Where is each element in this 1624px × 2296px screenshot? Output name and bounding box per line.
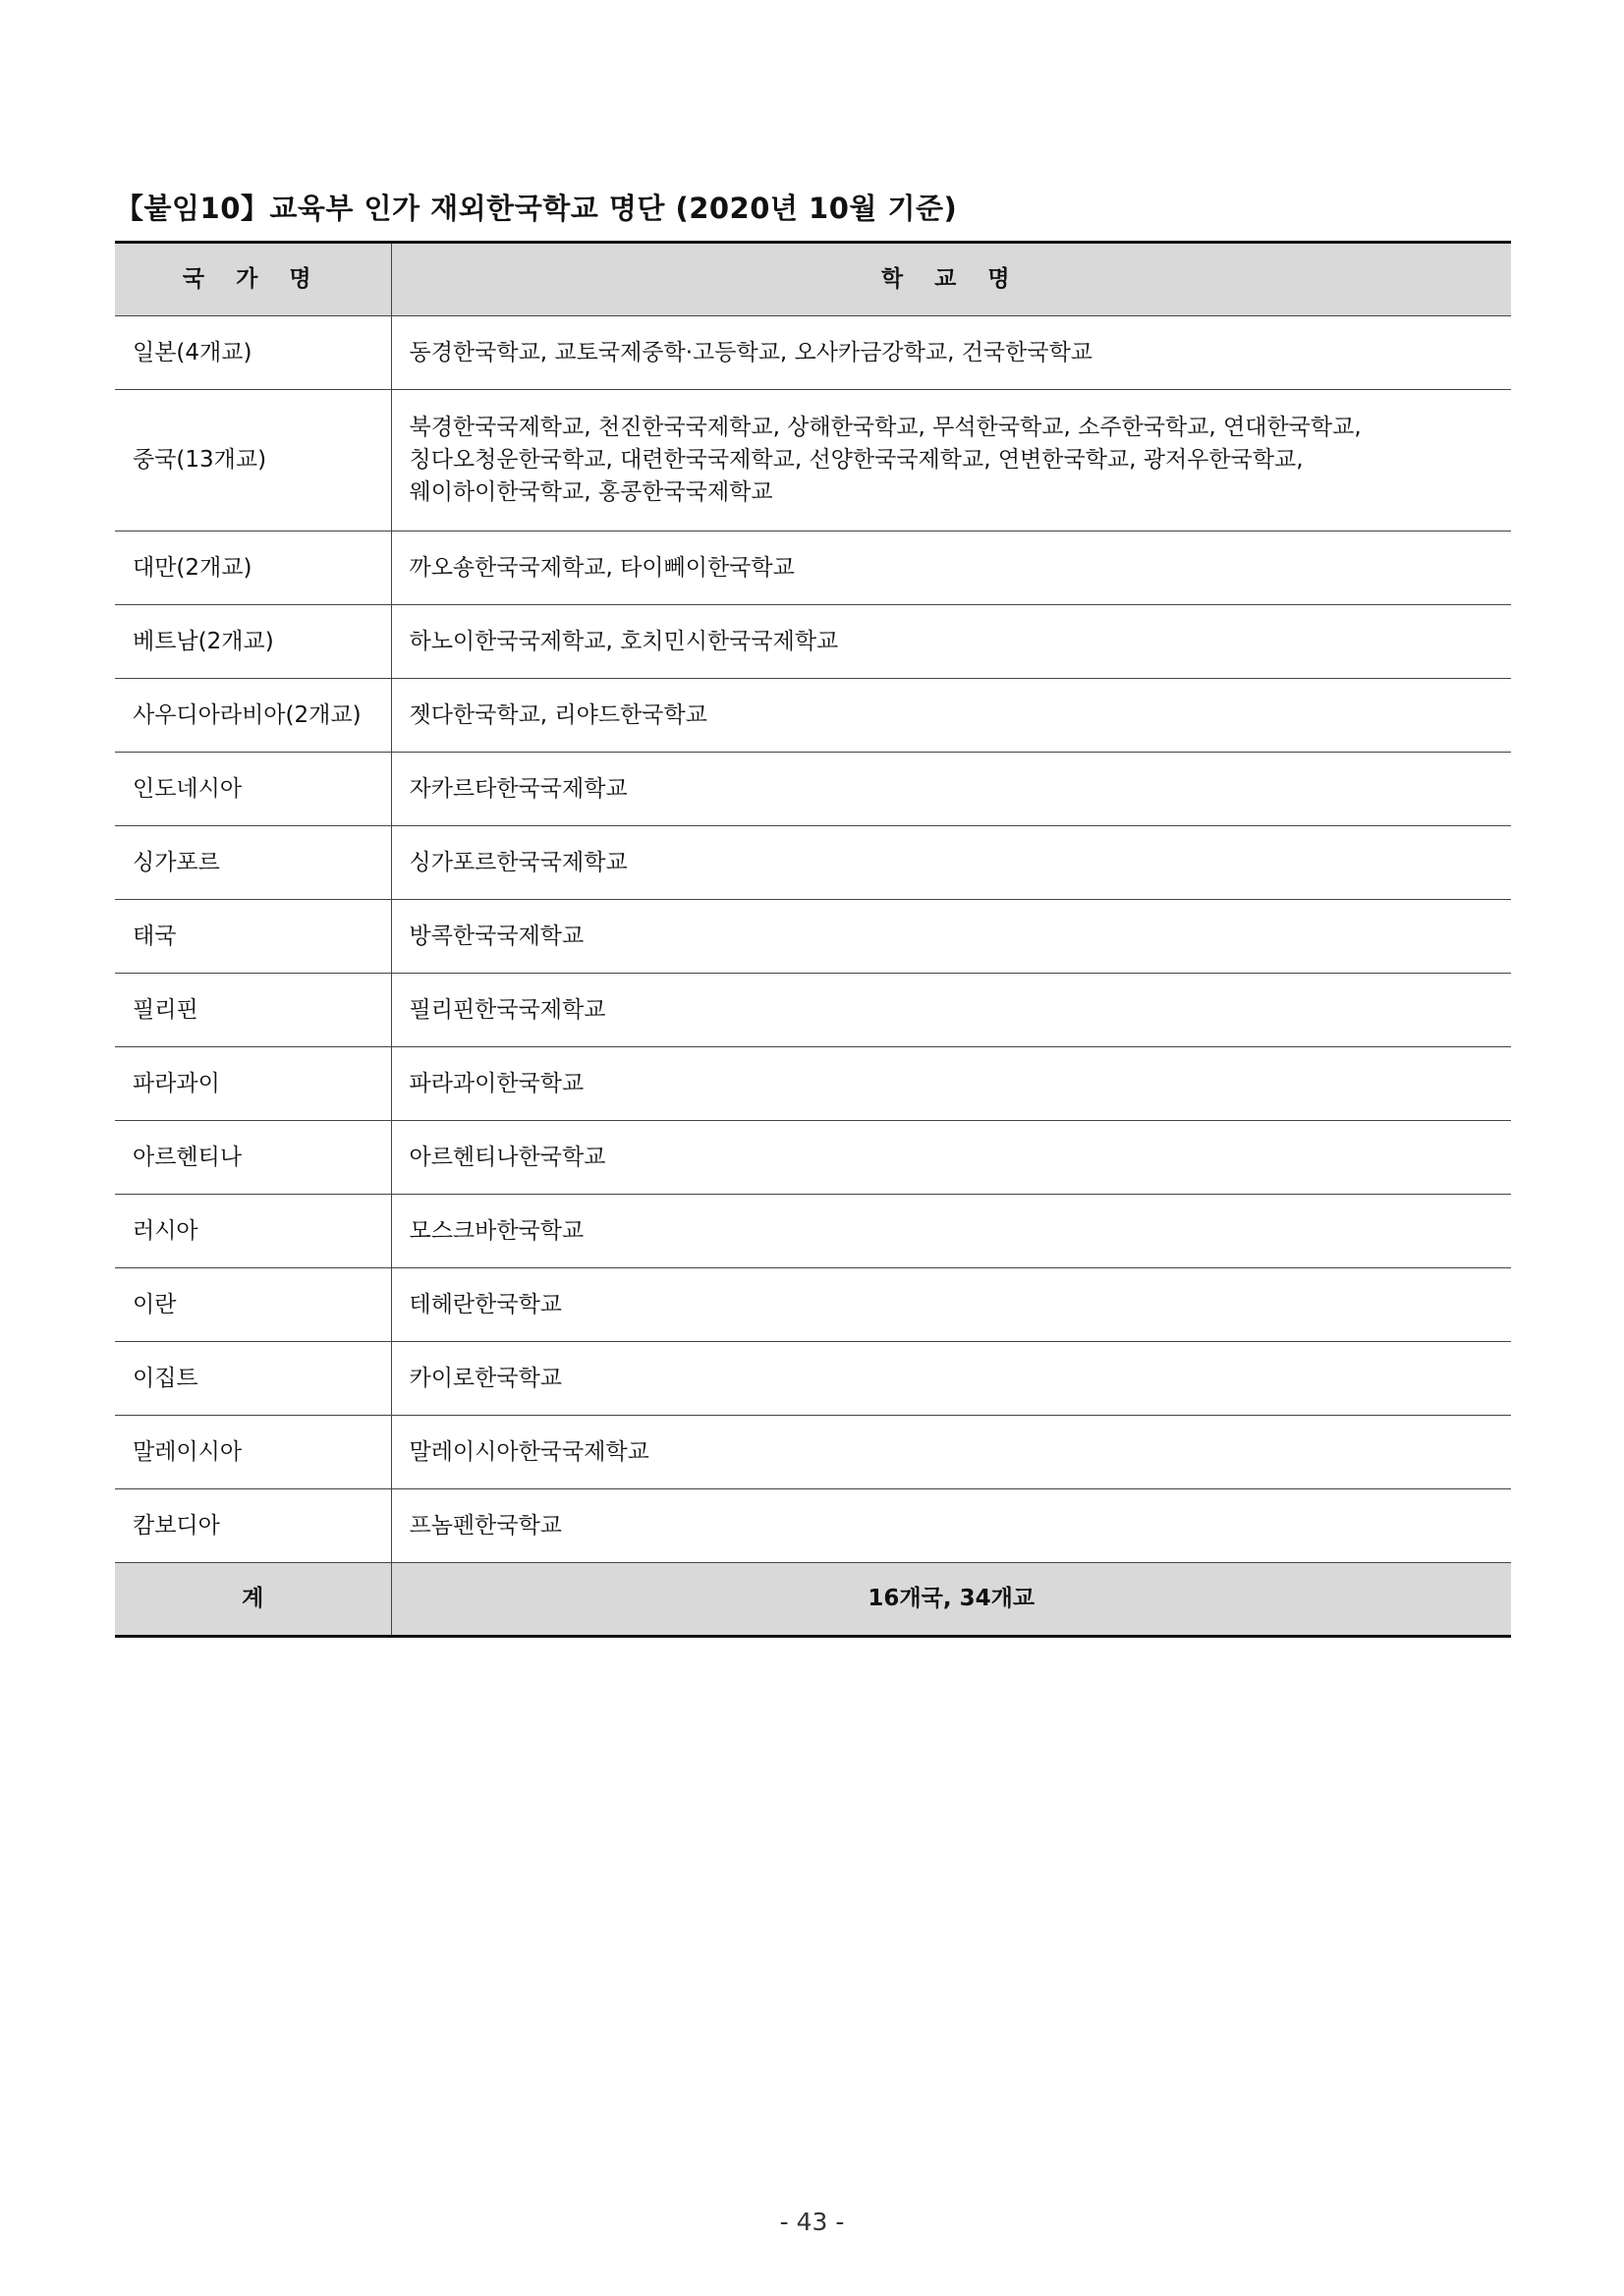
header-schools: 학 교 명 bbox=[391, 243, 1511, 316]
schools-cell bbox=[391, 1342, 1511, 1416]
schools-cell bbox=[391, 679, 1511, 753]
country-cell: 러시아 bbox=[115, 1195, 391, 1268]
school-list-line: 하노이한국국제학교, 호치민시한국국제학교 bbox=[409, 628, 839, 654]
table-row bbox=[115, 316, 1511, 390]
table-row bbox=[115, 1047, 1511, 1121]
schools-cell bbox=[391, 900, 1511, 974]
country-cell: 아르헨티나 bbox=[115, 1121, 391, 1195]
table-row bbox=[115, 974, 1511, 1047]
school-list-line: 자카르타한국국제학교 bbox=[409, 775, 628, 802]
page-number: - 43 - bbox=[779, 2208, 845, 2236]
school-list-line: 아르헨티나한국학교 bbox=[409, 1144, 606, 1170]
schools-cell bbox=[391, 390, 1511, 532]
table-row bbox=[115, 390, 1511, 532]
schools-cell bbox=[391, 1489, 1511, 1563]
table-row bbox=[115, 900, 1511, 974]
school-list-line: 파라과이한국학교 bbox=[409, 1070, 585, 1096]
country-cell: 파라과이 bbox=[115, 1047, 391, 1121]
school-list-line: 까오숑한국국제학교, 타이뻬이한국학교 bbox=[409, 554, 795, 581]
school-list-line: 프놈펜한국학교 bbox=[409, 1512, 563, 1539]
country-cell: 캄보디아 bbox=[115, 1489, 391, 1563]
table-row bbox=[115, 605, 1511, 679]
school-list-line: 싱가포르한국국제학교 bbox=[409, 849, 628, 875]
school-list-line: 젯다한국학교, 리야드한국학교 bbox=[409, 701, 707, 728]
total-row bbox=[115, 1563, 1511, 1637]
schools-cell bbox=[391, 532, 1511, 605]
school-list-line: 필리핀한국국제학교 bbox=[409, 996, 606, 1023]
country-cell: 이집트 bbox=[115, 1342, 391, 1416]
schools-cell bbox=[391, 1195, 1511, 1268]
school-list-line: 방콕한국국제학교 bbox=[409, 923, 585, 949]
total-label: 계 bbox=[115, 1563, 391, 1637]
table-row bbox=[115, 753, 1511, 826]
table-body bbox=[115, 316, 1511, 1563]
table-row bbox=[115, 1342, 1511, 1416]
table-row bbox=[115, 1195, 1511, 1268]
school-list-line: 동경한국학교, 교토국제중학·고등학교, 오사카금강학교, 건국한국학교 bbox=[409, 339, 1092, 365]
table-row bbox=[115, 679, 1511, 753]
table-header-row bbox=[115, 243, 1511, 316]
table-row bbox=[115, 532, 1511, 605]
country-cell: 사우디아라비아(2개교) bbox=[115, 679, 391, 753]
country-cell: 대만(2개교) bbox=[115, 532, 391, 605]
country-cell: 인도네시아 bbox=[115, 753, 391, 826]
table-row bbox=[115, 1268, 1511, 1342]
schools-cell bbox=[391, 605, 1511, 679]
country-cell: 중국(13개교) bbox=[115, 390, 391, 532]
schools-cell bbox=[391, 1047, 1511, 1121]
country-cell: 말레이시아 bbox=[115, 1416, 391, 1489]
table-row bbox=[115, 826, 1511, 900]
country-cell: 일본(4개교) bbox=[115, 316, 391, 390]
document-title: 【붙임10】교육부 인가 재외한국학교 명단 (2020년 10월 기준) bbox=[115, 192, 958, 225]
header-country: 국 가 명 bbox=[115, 243, 391, 316]
table-row bbox=[115, 1489, 1511, 1563]
school-list-line: 카이로한국학교 bbox=[409, 1365, 563, 1391]
country-cell: 필리핀 bbox=[115, 974, 391, 1047]
school-list-line: 웨이하이한국학교, 홍콩한국국제학교 bbox=[409, 479, 773, 505]
table-row bbox=[115, 1416, 1511, 1489]
school-list-line: 말레이시아한국국제학교 bbox=[409, 1438, 649, 1465]
schools-cell bbox=[391, 1416, 1511, 1489]
country-cell: 싱가포르 bbox=[115, 826, 391, 900]
total-value: 16개국, 34개교 bbox=[391, 1563, 1511, 1637]
school-list-line: 북경한국국제학교, 천진한국국제학교, 상해한국학교, 무석한국학교, 소주한국학교, 연대한국학교, bbox=[409, 415, 1362, 440]
school-list-line: 테헤란한국학교 bbox=[409, 1291, 563, 1317]
schools-cell bbox=[391, 974, 1511, 1047]
schools-cell bbox=[391, 753, 1511, 826]
country-cell: 이란 bbox=[115, 1268, 391, 1342]
school-list-line: 모스크바한국학교 bbox=[409, 1217, 585, 1244]
schools-cell bbox=[391, 1121, 1511, 1195]
schools-cell bbox=[391, 1268, 1511, 1342]
country-cell: 태국 bbox=[115, 900, 391, 974]
schools-cell bbox=[391, 826, 1511, 900]
table-row bbox=[115, 1121, 1511, 1195]
schools-cell bbox=[391, 316, 1511, 390]
country-cell: 베트남(2개교) bbox=[115, 605, 391, 679]
school-list-table bbox=[115, 241, 1511, 1638]
school-list-line: 칭다오청운한국학교, 대련한국국제학교, 선양한국국제학교, 연변한국학교, 광저우한국학교, bbox=[409, 447, 1304, 473]
